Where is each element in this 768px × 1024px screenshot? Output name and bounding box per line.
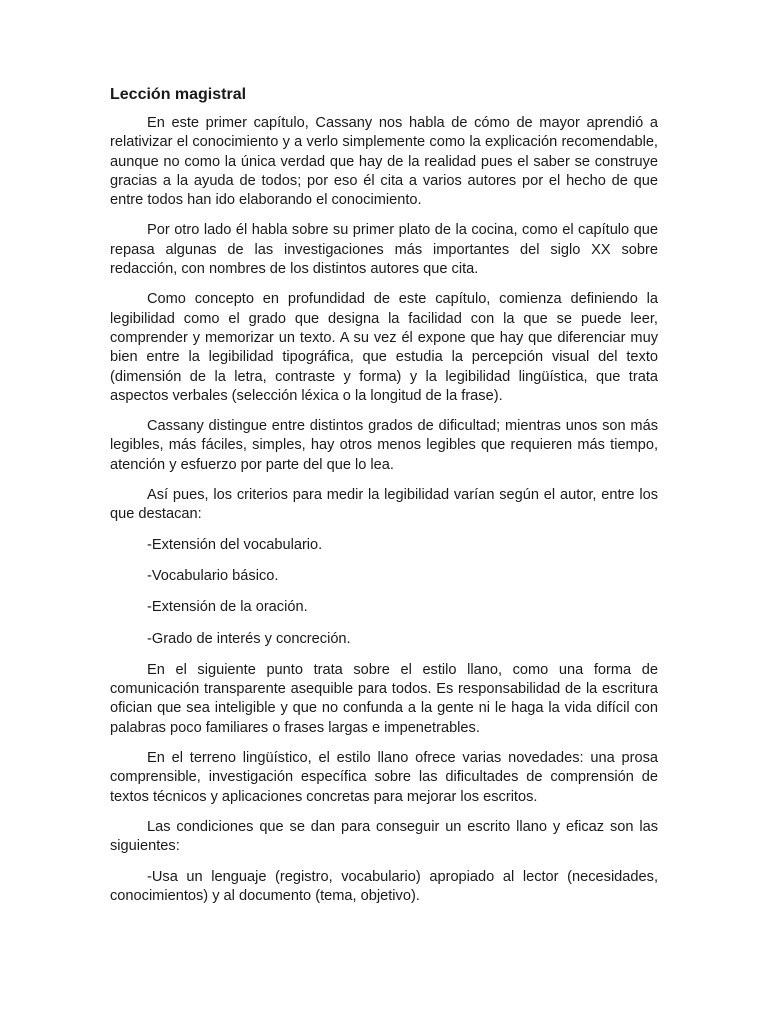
document-page	[110, 84, 658, 917]
list-item: -Grado de interés y concreción.	[147, 630, 351, 647]
paragraph-cocina: Por otro lado él habla sobre su primer plato de la cocina, como el capítulo que repasa algunas de las investigaciones más importantes del siglo XX sobre redacción, con nombres de los distintos autores que cita.	[110, 222, 658, 278]
paragraph-intro: En este primer capítulo, Cassany nos habla de cómo de mayor aprendió a relativizar el conocimiento y a verlo simplemente como la explicación recomendable, aunque no como la única verdad que hay de la realidad pues el saber se construye gracias a la ayuda de todos; por eso él cita a varios autores por el hecho de que entre todos han ido elaborando el conocimiento.	[110, 115, 658, 209]
paragraph-grados: Cassany distingue entre distintos grados de dificultad; mientras unos son más legibles, más fáciles, simples, hay otros menos legibles que requieren más tiempo, atención y esfuerzo por parte del que lo lea.	[110, 418, 658, 473]
list-item: -Vocabulario básico.	[147, 567, 279, 584]
paragraph-condiciones: Las condiciones que se dan para conseguir un escrito llano y eficaz son las siguientes:	[110, 818, 658, 855]
paragraph-estilo-llano: En el siguiente punto trata sobre el estilo llano, como una forma de comunicación transparente asequible para todos. Es responsabilidad de la escritura ofician que sea inteligible y que no confunda a la gente ni le haga la vida difícil con palabras poco familiares o frases largas e impenetrables.	[110, 661, 658, 736]
list-item: -Usa un lenguaje (registro, vocabulario) apropiado al lector (necesidades, conocimientos) y al documento (tema, objetivo).	[110, 868, 658, 904]
conditions-list	[110, 868, 658, 907]
list-item: -Extensión del vocabulario.	[147, 536, 323, 553]
paragraph-terreno-linguistico: En el terreno lingüístico, el estilo llano ofrece varias novedades: una prosa comprensible, investigación específica sobre las dificultades de comprensión de textos técnicos y aplicaciones concretas para mejorar los escritos.	[110, 750, 658, 805]
criteria-list	[110, 536, 658, 649]
document-title: Lección magistral	[110, 86, 247, 103]
paragraph-criterios: Así pues, los criterios para medir la legibilidad varían según el autor, entre los que destacan:	[110, 487, 658, 523]
paragraph-legibilidad: Como concepto en profundidad de este capítulo, comienza definiendo la legibilidad como el grado que designa la facilidad con la que se puede leer, comprender y memorizar un texto. A su vez él expone que hay que diferenciar muy bien entre la legibilidad tipográfica, que estudia la percepción visual del texto (dimensión de la letra, contraste y forma) y la legibilidad lingüística, que trata aspectos verbales (selección léxica o la longitud de la frase).	[110, 291, 658, 404]
list-item: -Extensión de la oración.	[147, 599, 308, 616]
